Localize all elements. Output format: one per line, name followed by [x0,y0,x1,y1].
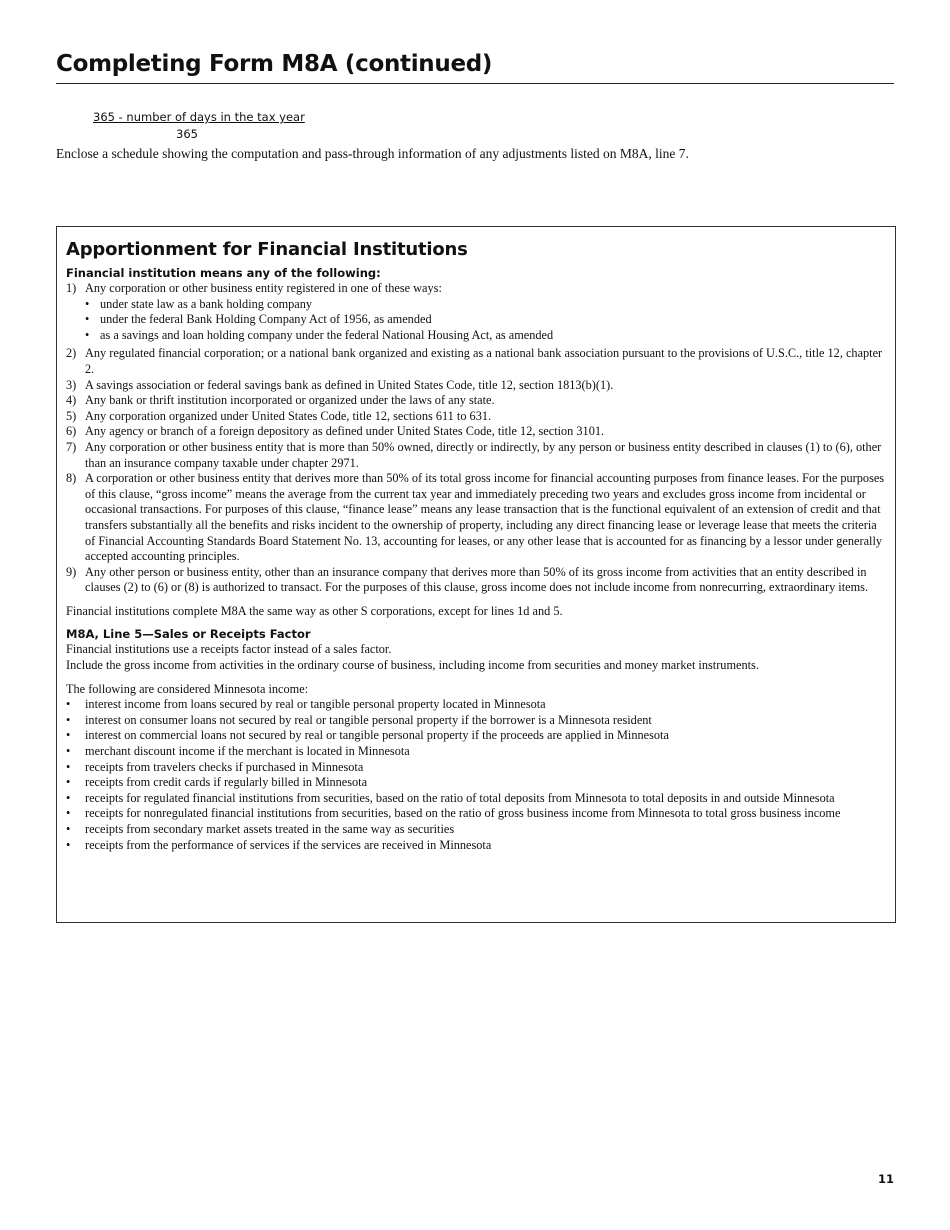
list-item-text: receipts from the performance of services if the services are received in Minnesota [85,837,492,852]
enclose-schedule-note: Enclose a schedule showing the computation and pass-through information of any adjustments listed on M8A, line 7. [56,146,689,161]
list-item-text: merchant discount income if the merchant is located in Minnesota [85,744,410,759]
page-title: Completing Form M8A (continued) [56,48,894,84]
list-item [66,822,886,838]
bullet-icon: • [66,728,71,743]
definition-list [66,281,886,596]
bullet-text: under state law as a bank holding company [100,296,313,311]
list-item-text: interest on consumer loans not secured by real or tangible personal property if the borrower is a Minnesota resident [85,712,652,727]
list-item-text: receipts from travelers checks if purchased in Minnesota [85,759,364,774]
list-item [66,744,886,760]
list-item-text: receipts from secondary market assets treated in the same way as securities [85,822,455,836]
complete-note: Financial institutions complete M8A the same way as other S corporations, except for lines 1d and 5. [66,603,563,618]
bullet-text: under the federal Bank Holding Company Act of 1956, as amended [100,312,432,327]
list-item-text: interest income from loans secured by real or tangible personal property located in Minnesota [85,697,546,712]
list-item [66,713,886,729]
list-item-text: interest on commercial loans not secured by real or tangible personal property if the proceeds are applied in Minnesota [85,728,669,743]
definition-item [66,424,886,440]
definition-item [66,378,886,394]
item-text: Any corporation or other business entity registered in one of these ways: [85,281,442,295]
bullet-icon: • [66,712,71,727]
definition-item [66,346,886,377]
page-number: 11 [877,1172,894,1186]
item-text: Any corporation or other business entity that is more than 50% owned, directly or indirectly, by any person or business entity described in clauses (1) to (6), other than an insurance company taxable under chapter 2971. [85,439,882,470]
list-item [66,760,886,776]
bullet-icon: • [66,837,71,852]
item-text: Any corporation organized under United States Code, title 12, sections 611 to 631. [85,408,492,423]
bullet-item [85,297,886,313]
list-item [66,791,886,807]
bullet-icon: • [66,759,71,774]
days-fraction [93,109,305,143]
item-number: 9) [66,564,77,579]
list-item [66,838,886,854]
minnesota-income-intro: The following are considered Minnesota income: [66,681,309,696]
box-title: Apportionment for Financial Institutions [66,239,468,260]
item-text: A savings association or federal savings bank as defined in United States Code, title 12, section 1813(b)(1). [85,377,614,392]
definition-item [66,393,886,409]
bullet-icon: • [66,790,71,805]
list-item-text: receipts from credit cards if regularly billed in Minnesota [85,775,368,790]
item-number: 6) [66,424,77,439]
line5-heading: M8A, Line 5—Sales or Receipts Factor [66,627,311,642]
registration-bullets [85,297,886,344]
bullet-icon: • [66,822,71,836]
item-text: A corporation or other business entity that derives more than 50% of its total gross income for financial accounting purposes from finance leases. For the purposes of this clause, “gross income” means the average from the current tax year and immediately preceding two years and excludes gross income from incidental or occasional transactions. For purposes of this clause, “finance lease” means any lease transaction that is the functional equivalent of an extension of credit and that transfers substantially all the benefits and risks incident to the ownership of property, including any direct financing lease or leverage lease that meets the criteria of Financial Accounting Standards Board Statement No. 13, accounting for leases, or any other lease that is accounted for as financing by a lessor under generally accepted accounting principles. [85,471,885,564]
bullet-icon: • [85,312,90,327]
item-number: 4) [66,393,77,408]
line5-paragraph: Include the gross income from activities in the ordinary course of business, including income from securities and money market instruments. [66,658,759,673]
item-number: 1) [66,281,77,295]
definition-item [66,440,886,471]
list-item-text: receipts for nonregulated financial institutions from securities, based on the ratio of gross business income from Minnesota to total gross business income [85,806,841,821]
definition-item [66,409,886,425]
item-text: Any agency or branch of a foreign depository as defined under United States Code, title 12, section 3101. [85,424,605,439]
bullet-text: as a savings and loan holding company under the federal National Housing Act, as amended [100,327,554,342]
definition-heading: Financial institution means any of the following: [66,266,381,280]
bullet-icon: • [85,327,90,342]
item-number: 7) [66,439,77,454]
fraction-denominator: 365 [176,127,198,141]
bullet-icon: • [66,744,71,759]
item-text: Any regulated financial corporation; or a national bank organized and existing as a national bank association pursuant to the provisions of U.S.C., title 12, chapter 2. [85,346,883,376]
item-number: 3) [66,377,77,392]
bullet-icon: • [85,296,90,311]
item-number: 2) [66,346,77,361]
item-number: 8) [66,471,77,486]
item-number: 5) [66,408,77,423]
list-item-text: receipts for regulated financial institutions from securities, based on the ratio of total deposits from Minnesota to total deposits in and outside Minnesota [85,790,835,805]
item-text: Any bank or thrift institution incorporated or organized under the laws of any state. [85,393,495,408]
financial-institutions-box [56,226,896,923]
bullet-icon: • [66,775,71,790]
list-item [66,775,886,791]
list-item [66,697,886,713]
bullet-icon: • [66,806,71,821]
bullet-icon: • [66,697,71,712]
bullet-item [85,328,886,344]
definition-item [66,471,886,565]
definition-item [66,565,886,596]
bullet-item [85,312,886,328]
item-text: Any other person or business entity, other than an insurance company that derives more than 50% of its gross income from activities that an entity described in clauses (2) to (6) or (8) is authorized to transact. For the purposes of this clause, gross income does not include income from nonrecurring, extraordinary items. [85,564,869,595]
fraction-numerator: 365 - number of days in the tax year [93,110,305,124]
line5-paragraph: Financial institutions use a receipts factor instead of a sales factor. [66,642,392,657]
minnesota-income-list [66,697,886,853]
definition-item [66,281,886,343]
list-item [66,806,886,822]
list-item [66,728,886,744]
